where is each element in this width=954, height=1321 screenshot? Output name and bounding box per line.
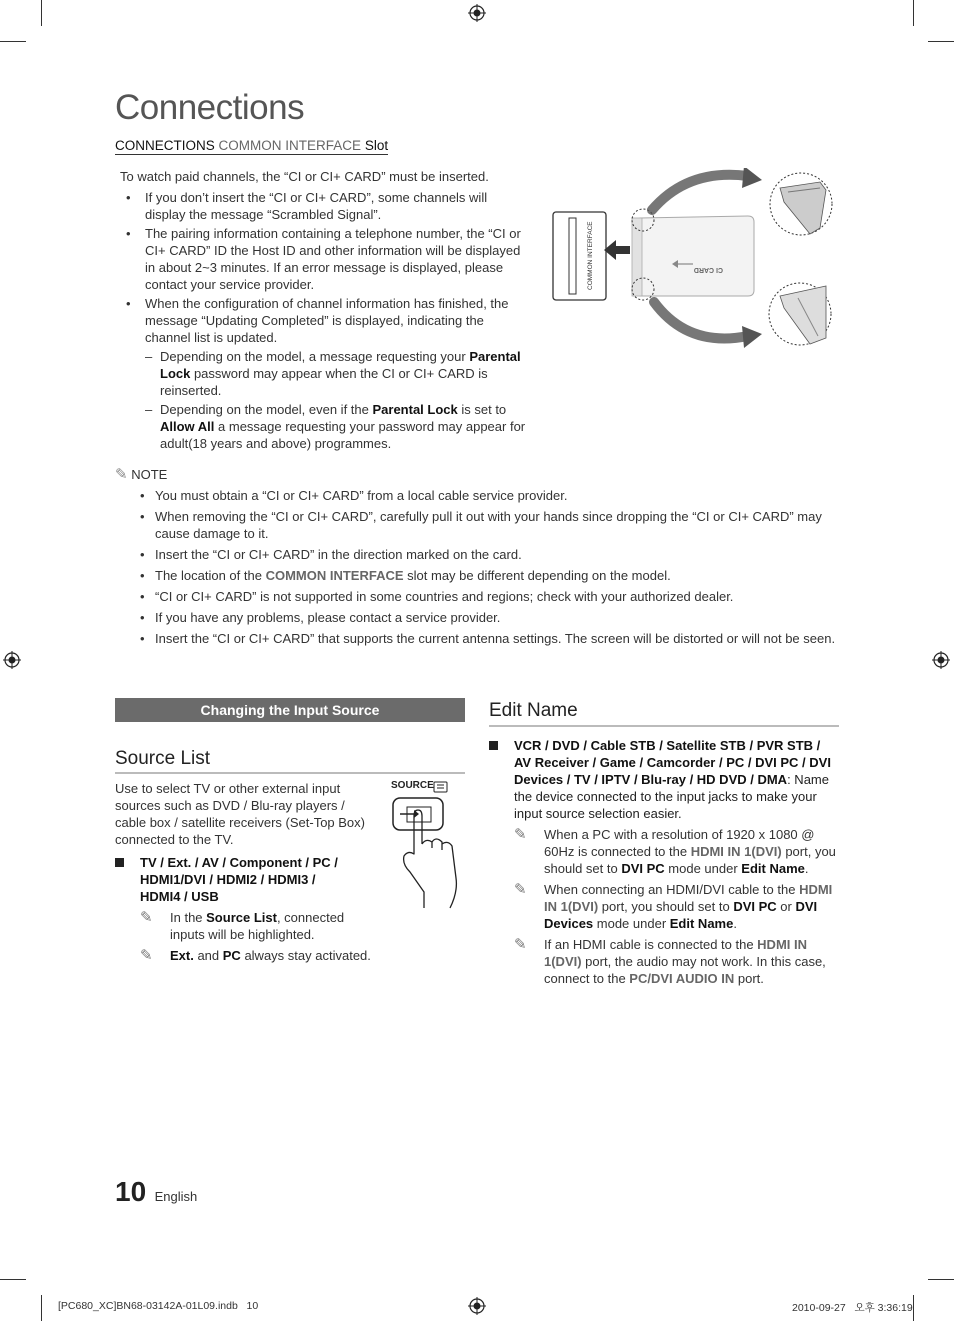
registration-mark-icon (3, 651, 21, 669)
source-list-heading: Source List (115, 748, 211, 769)
list-item: • If you have any problems, please contact a service provider. (140, 609, 840, 626)
square-bullet-icon (115, 858, 124, 867)
crop-mark (928, 1279, 954, 1280)
pencil-icon: ✎ (514, 826, 527, 843)
page-number-block (115, 1176, 197, 1208)
hand-press-icon (390, 780, 470, 910)
edit-name-section (489, 700, 839, 987)
note-heading: ✎ NOTE (115, 466, 168, 483)
subheading-highlight: COMMON INTERFACE (218, 138, 362, 153)
registration-mark-icon (468, 1297, 486, 1315)
crop-mark (41, 0, 42, 26)
list-item: • “CI or CI+ CARD” is not supported in some countries and regions; check with your authorized dealer. (140, 588, 840, 605)
section-subheading (115, 138, 388, 155)
ci-instructions (120, 168, 530, 454)
memo-note: ✎ In the Source List, connected inputs will be highlighted. (140, 909, 345, 942)
ci-bullet-list (120, 189, 530, 346)
list-item: – Depending on the model, a message requesting your Parental Lock password may appear when the CI or CI+ CARD is reinserted. (120, 348, 530, 399)
list-item: • When the configuration of channel information has finished, the message “Updating Completed” is displayed, indicating the channel list is updated. (120, 295, 530, 346)
crop-mark (0, 1279, 26, 1280)
list-item: • Insert the “CI or CI+ CARD” in the direction marked on the card. (140, 546, 840, 563)
pencil-icon: ✎ (514, 881, 527, 898)
page-title: Connections (115, 88, 305, 127)
divider (115, 772, 465, 774)
subheading-part: Slot (364, 138, 389, 153)
print-file-info: [PC680_XC]BN68-03142A-01L09.indb 10 (58, 1300, 259, 1312)
square-bullet-icon (489, 741, 498, 750)
crop-mark (41, 1295, 42, 1321)
crop-mark (928, 41, 954, 42)
memo-note: ✎ If an HDMI cable is connected to the HDMI IN 1(DVI) port, the audio may not work. In this case, connect to the PC/DVI AUDIO IN port. (514, 936, 826, 986)
page-number: 10 (115, 1176, 147, 1207)
pencil-icon: ✎ (115, 466, 128, 483)
memo-note: ✎ Ext. and PC always stay activated. (140, 947, 371, 964)
edit-name-heading: Edit Name (489, 700, 578, 721)
edit-name-item: VCR / DVD / Cable STB / Satellite STB / PVR STB / AV Receiver / Game / Camcorder / PC / DVI PC / DVI Devices / TV / IPTV / Blu-ray / HD DVD / DMA: Name the device connected to the input jacks to make your input source selection easier. (489, 737, 834, 822)
list-item: • If you don’t insert the “CI or CI+ CARD”, some channels will display the message “Scrambled Signal”. (120, 189, 530, 223)
list-item: • You must obtain a “CI or CI+ CARD” from a local cable service provider. (140, 487, 840, 504)
list-item: • Insert the “CI or CI+ CARD” that supports the current antenna settings. The screen will be distorted or will not be seen. (140, 630, 840, 647)
pencil-icon: ✎ (140, 947, 153, 964)
divider (489, 725, 839, 727)
source-list-description: Use to select TV or other external input sources such as DVD / Blu-ray players / cable box / satellite receivers (Set-Top Box) connected to the TV. (115, 781, 365, 847)
page-language: English (154, 1189, 198, 1204)
memo-note: ✎ When connecting an HDMI/DVI cable to the HDMI IN 1(DVI) port, you should set to DVI PC or DVI Devices mode under Edit Name. (514, 881, 833, 931)
source-list-item: TV / Ext. / AV / Component / PC / HDMI1/DVI / HDMI2 / HDMI3 / HDMI4 / USB (115, 854, 350, 905)
memo-note: ✎ When a PC with a resolution of 1920 x 1080 @ 60Hz is connected to the HDMI IN 1(DVI) port, you should set to DVI PC mode under Edit Name. (514, 826, 836, 876)
pencil-icon: ✎ (140, 909, 153, 926)
list-item: • When removing the “CI or CI+ CARD”, carefully pull it out with your hands since dropping the “CI or CI+ CARD” may cause damage to it. (140, 508, 840, 542)
crop-mark (913, 0, 914, 26)
pencil-icon: ✎ (514, 936, 527, 953)
list-item: • The location of the COMMON INTERFACE slot may be different depending on the model. (140, 567, 840, 584)
list-item: – Depending on the model, even if the Parental Lock is set to Allow All a message requesting your password may appear for adult(18 years and above) programmes. (120, 401, 530, 452)
registration-mark-icon (932, 651, 950, 669)
print-timestamp: 2010-09-27 오후 3:36:19 (792, 1302, 913, 1314)
ci-card-illustration (548, 168, 838, 350)
note-list (140, 487, 840, 651)
list-item: • The pairing information containing a telephone number, the “CI or CI+ CARD” ID the Host ID and other information will be displayed in about 2~3 minutes. If an error message is displayed, please contact your service provider. (120, 225, 530, 293)
ci-dash-list (120, 348, 530, 452)
card-label: CI CARD (693, 266, 723, 273)
ci-intro: To watch paid channels, the “CI or CI+ CARD” must be inserted. (120, 169, 489, 184)
source-button-illustration (390, 780, 470, 910)
source-button-label: SOURCE (391, 780, 434, 791)
subheading-part: CONNECTIONS (115, 138, 215, 153)
crop-mark (913, 1295, 914, 1321)
crop-mark (0, 41, 26, 42)
slot-label: COMMON INTERFACE (587, 221, 594, 290)
section-banner: Changing the Input Source (115, 698, 465, 722)
registration-mark-icon (468, 4, 486, 22)
